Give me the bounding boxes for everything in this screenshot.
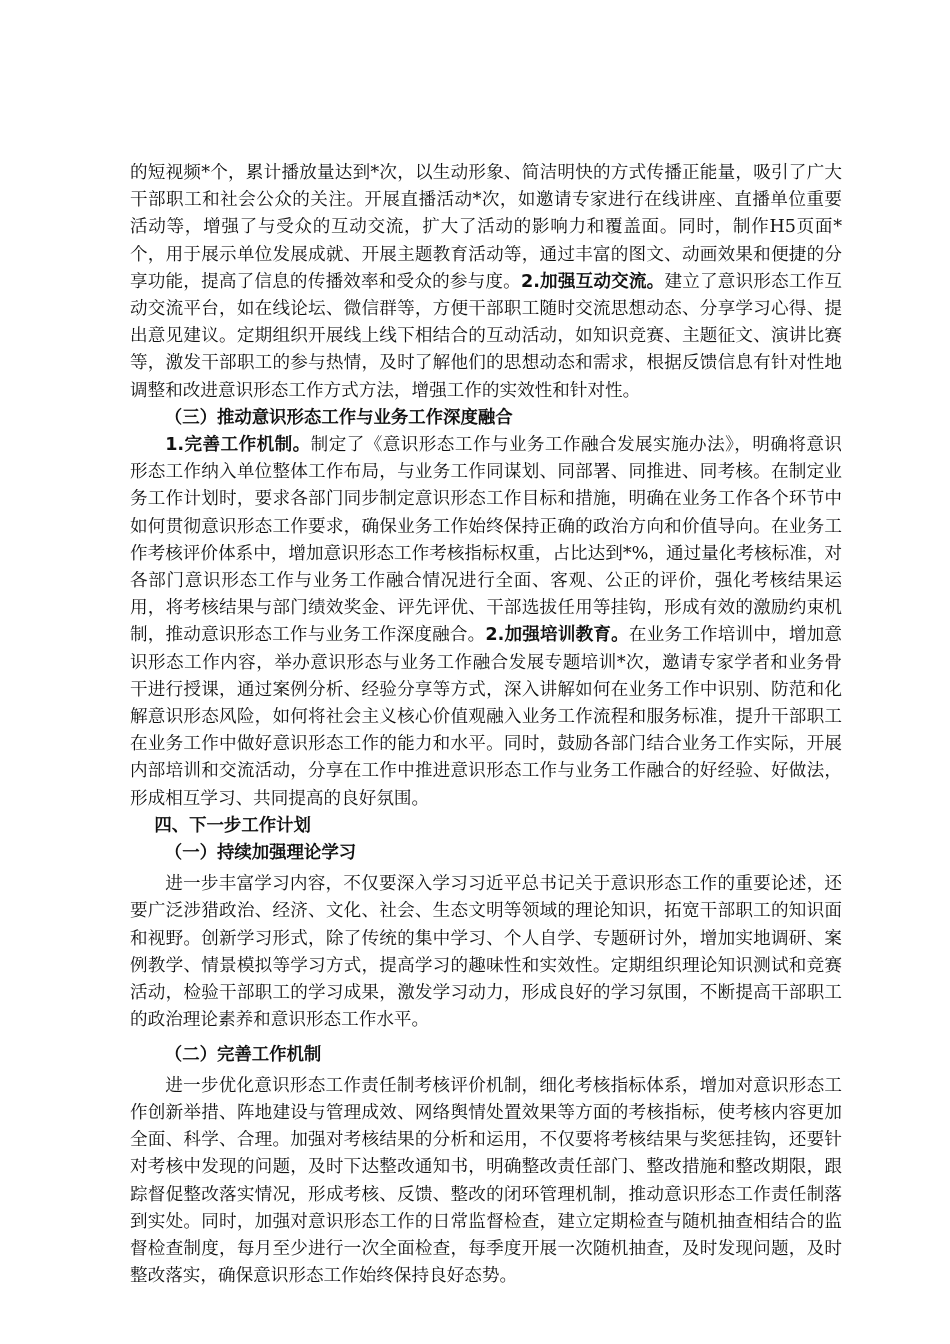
- paragraph-work-mechanism-and-training: [130, 432, 842, 813]
- paragraph-short-video-and-interaction: [130, 160, 842, 405]
- subsection-heading-work-mechanism: （二）完善工作机制: [164, 1044, 322, 1065]
- paragraph-theory-study: 进一步丰富学习内容，不仅要深入学习习近平总书记关于意识形态工作的重要论述，还要广泛涉猎政治、经济、文化、社会、生态文明等领域的理论知识，拓宽干部职工的知识面和视野。创新学习形式，除了传统的集中学习、个人自学、专题研讨外，增加实地调研、案例教学、情景模拟等学习方式，提高学习的趣味性和实效性。定期组织理论知识测试和竞赛活动，检验干部职工的学习成果，激发学习动力，形成良好的学习氛围，不断提高干部职工的政治理论素养和意识形态工作水平。: [130, 874, 842, 1031]
- subsection-heading-theory-study: （一）持续加强理论学习: [164, 843, 357, 864]
- bold-lead-interaction: 2.加强互动交流。: [520, 271, 665, 292]
- paragraph-text: 制定了《意识形态工作与业务工作融合发展实施办法》，明确将意识形态工作纳入单位整体工作布局，与业务工作同谋划、同部署、同推进、同考核。在制定业务工作计划时，要求各部门同步制定意识形态工作目标和措施，明确在业务工作各个环节中如何贯彻意识形态工作要求，确保业务工作始终保持正确的政治方向和价值导向。在业务工作考核评价体系中，增加意识形态工作考核指标权重，占比达到*%，通过量化考核标准，对各部门意识形态工作与业务工作融合情况进行全面、客观、公正的评价，强化考核结果运用，将考核结果与部门绩效奖金、评先评优、干部选拔任用等挂钩，形成有效的激励约束机制，推动意识形态工作与业务工作深度融合。: [130, 435, 842, 646]
- bold-lead-mechanism: 1.完善工作机制。: [165, 435, 311, 456]
- paragraph-text: 建立了意识形态工作互动交流平台，如在线论坛、微信群等，方便干部职工随时交流思想动态、分享学习心得、提出意见建议。定期组织开展线上线下相结合的互动活动，如知识竞赛、主题征文、演讲比赛等，激发干部职工的参与热情，及时了解他们的思想动态和需求，根据反馈信息有针对性地调整和改进意识形态工作方式方法，增强工作的实效性和针对性。: [130, 271, 842, 401]
- paragraph-text: 的短视频*个，累计播放量达到*次，以生动形象、简洁明快的方式传播正能量，吸引了广大干部职工和社会公众的关注。开展直播活动*次，如邀请专家进行在线讲座、直播单位重要活动等，增强了与受众的互动交流，扩大了活动的影响力和覆盖面。同时，制作H5页面*个，用于展示单位发展成就、开展主题教育活动等，通过丰富的图文、动画效果和便捷的分享功能，提高了信息的传播效率和受众的参与度。: [130, 163, 842, 292]
- paragraph-work-mechanism: 进一步优化意识形态工作责任制考核评价机制，细化考核指标体系，增加对意识形态工作创新举措、阵地建设与管理成效、网络舆情处置效果等方面的考核指标，使考核内容更加全面、科学、合理。加强对考核结果的分析和运用，不仅要将考核结果与奖惩挂钩，还要针对考核中发现的问题，及时下达整改通知书，明确整改责任部门、整改措施和整改期限，跟踪督促整改落实情况，形成考核、反馈、整改的闭环管理机制，推动意识形态工作责任制落到实处。同时，加强对意识形态工作的日常监督检查，建立定期检查与随机抽查相结合的监督检查制度，每月至少进行一次全面检查，每季度开展一次随机抽查，及时发现问题，及时整改落实，确保意识形态工作始终保持良好态势。: [130, 1075, 842, 1287]
- document-page: [130, 160, 842, 1290]
- paragraph-text: 在业务工作培训中，增加意识形态工作内容，举办意识形态与业务工作融合发展专题培训*次，邀请专家学者和业务骨干进行授课，通过案例分析、经验分享等方式，深入讲解如何在业务工作中识别、防范和化解意识形态风险，如何将社会主义核心价值观融入业务工作流程和服务标准，提升干部职工在业务工作中做好意识形态工作的能力和水平。同时，鼓励各部门结合业务工作实际，开展内部培训和交流活动，分享在工作中推进意识形态工作与业务工作融合的好经验、好做法，形成相互学习、共同提高的良好氛围。: [130, 625, 842, 809]
- bold-lead-training: 2.加强培训教育。: [485, 625, 629, 646]
- part-heading-next-steps: 四、下一步工作计划: [154, 815, 311, 836]
- section-heading-integration: （三）推动意识形态工作与业务工作深度融合: [164, 407, 513, 428]
